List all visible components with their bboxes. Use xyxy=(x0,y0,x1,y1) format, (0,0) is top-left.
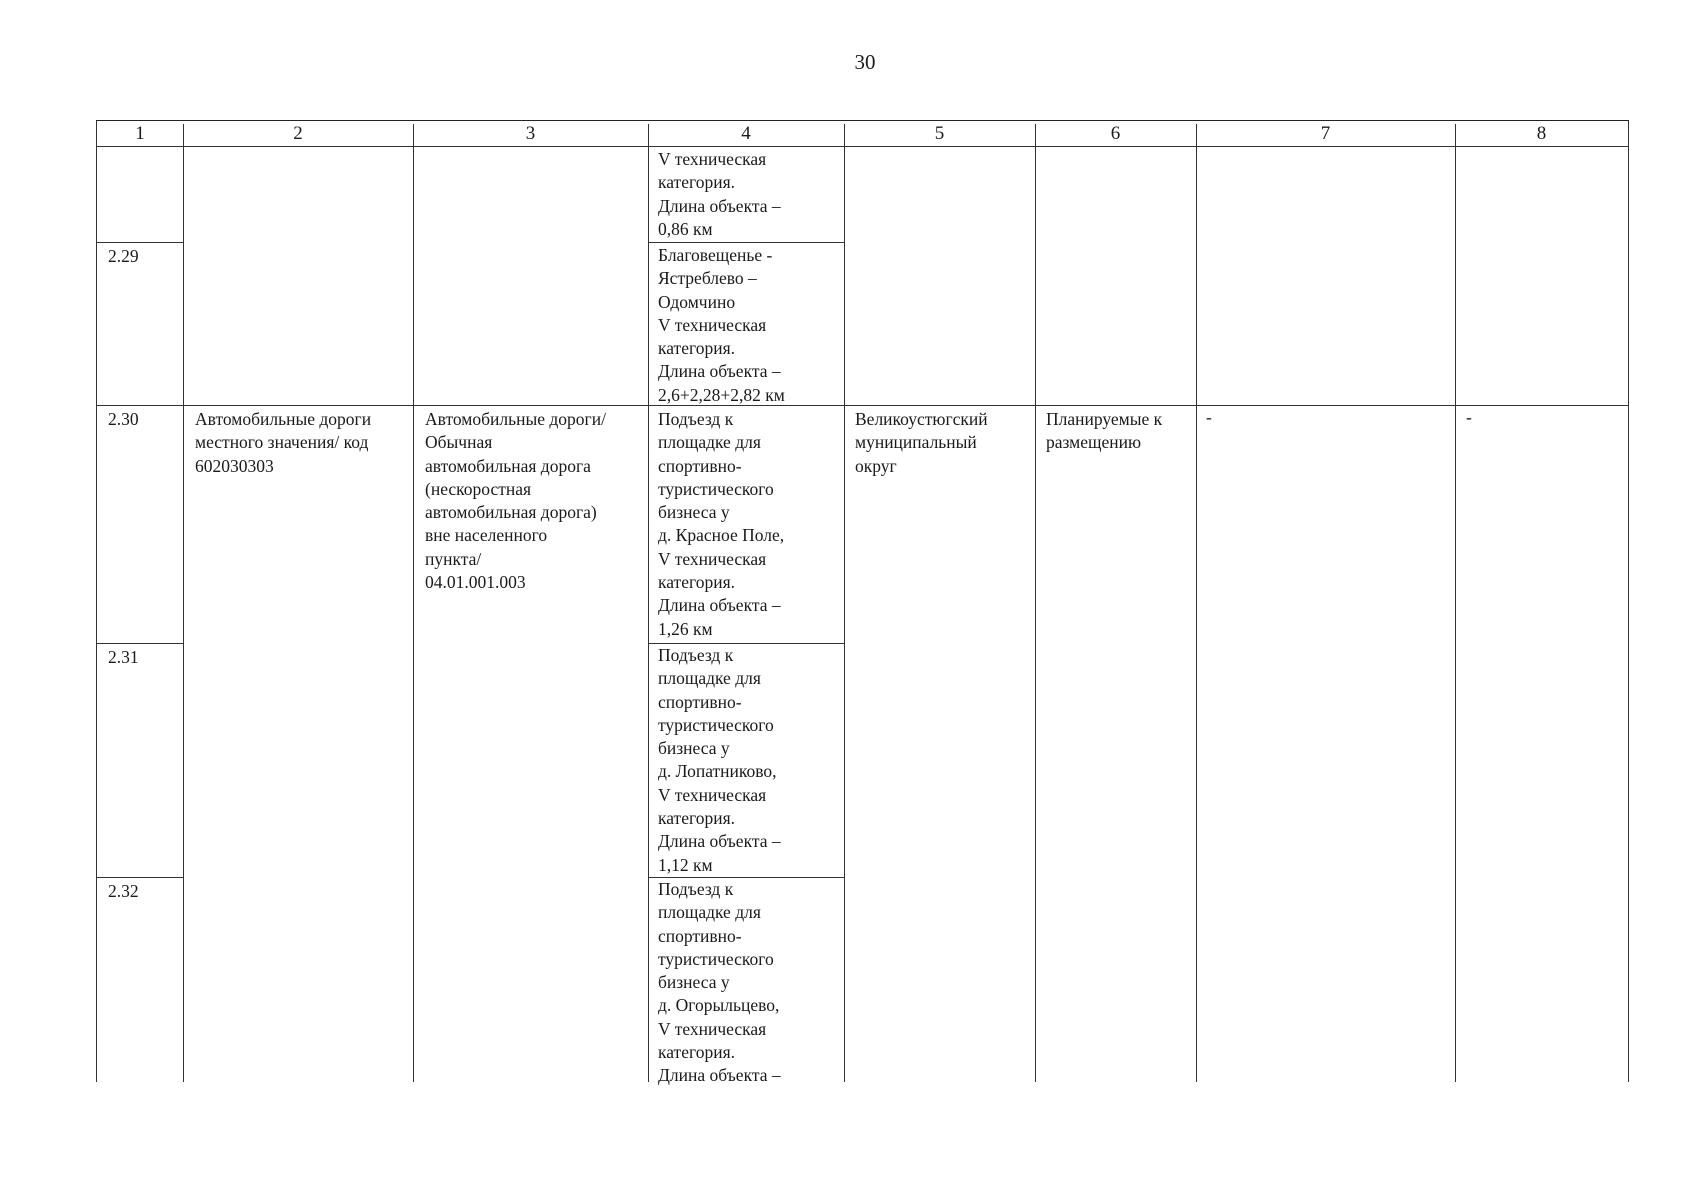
cell-object-description: V техническая категория. Длина объекта – 0,86 км xyxy=(658,149,781,239)
row-number: 2.31 xyxy=(108,647,139,667)
row-line xyxy=(96,877,184,878)
cell-object-type: Автомобильные дороги местного значения/ код 602030303 xyxy=(195,409,372,476)
row-line xyxy=(96,242,184,243)
header-cell-8: 8 xyxy=(1536,123,1547,144)
table-right-border xyxy=(1628,120,1629,1082)
header-cell-1: 1 xyxy=(135,123,145,144)
header-cell-7: 7 xyxy=(1320,123,1331,144)
cell-object-description: Подъезд к площадке для спортивно- туристического бизнеса у д. Красное Поле, V техническая категория. Длина объекта – 1,26 км xyxy=(658,409,785,639)
header-cell-3: 3 xyxy=(525,123,536,144)
col-divider xyxy=(183,124,184,1082)
header-top-line xyxy=(96,120,1629,121)
col-divider xyxy=(844,124,845,1082)
col-divider xyxy=(648,124,649,1082)
table-left-border xyxy=(96,120,97,1082)
cell-object-description: Благовещенье - Ястреблево – Одомчино V техническая категория. Длина объекта – 2,6+2,28+2,82 км xyxy=(658,245,785,405)
cell-column-8: - xyxy=(1466,407,1472,427)
col-divider xyxy=(1035,124,1036,1082)
col-divider xyxy=(1455,124,1456,1082)
row-line xyxy=(96,405,1629,406)
header-cell-6: 6 xyxy=(1110,123,1121,144)
cell-column-7: - xyxy=(1206,407,1212,427)
cell-object-kind: Автомобильные дороги/ Обычная автомобильная дорога (нескоростная автомобильная дорога) вне населенного пункта/ 04.01.001.003 xyxy=(425,409,606,593)
cell-location: Великоустюгский муниципальный округ xyxy=(855,409,988,476)
row-number: 2.32 xyxy=(108,881,139,901)
col-divider xyxy=(1196,124,1197,1082)
row-line xyxy=(96,643,184,644)
header-cell-4: 4 xyxy=(741,123,751,144)
header-bottom-line xyxy=(96,146,1629,147)
col-divider xyxy=(413,124,414,1082)
row-line xyxy=(648,242,845,243)
cell-object-description: Подъезд к площадке для спортивно- туристического бизнеса у д. Огорыльцево, V техническая категория. Длина объекта – xyxy=(658,879,781,1086)
header-cell-5: 5 xyxy=(934,123,945,144)
cell-object-description: Подъезд к площадке для спортивно- туристического бизнеса у д. Лопатниково, V техническая категория. Длина объекта – 1,12 км xyxy=(658,645,781,875)
cell-status: Планируемые к размещению xyxy=(1046,409,1163,453)
page-number: 30 xyxy=(854,50,876,74)
row-number: 2.30 xyxy=(108,409,139,429)
header-cell-2: 2 xyxy=(293,123,303,144)
row-number: 2.29 xyxy=(108,246,139,266)
